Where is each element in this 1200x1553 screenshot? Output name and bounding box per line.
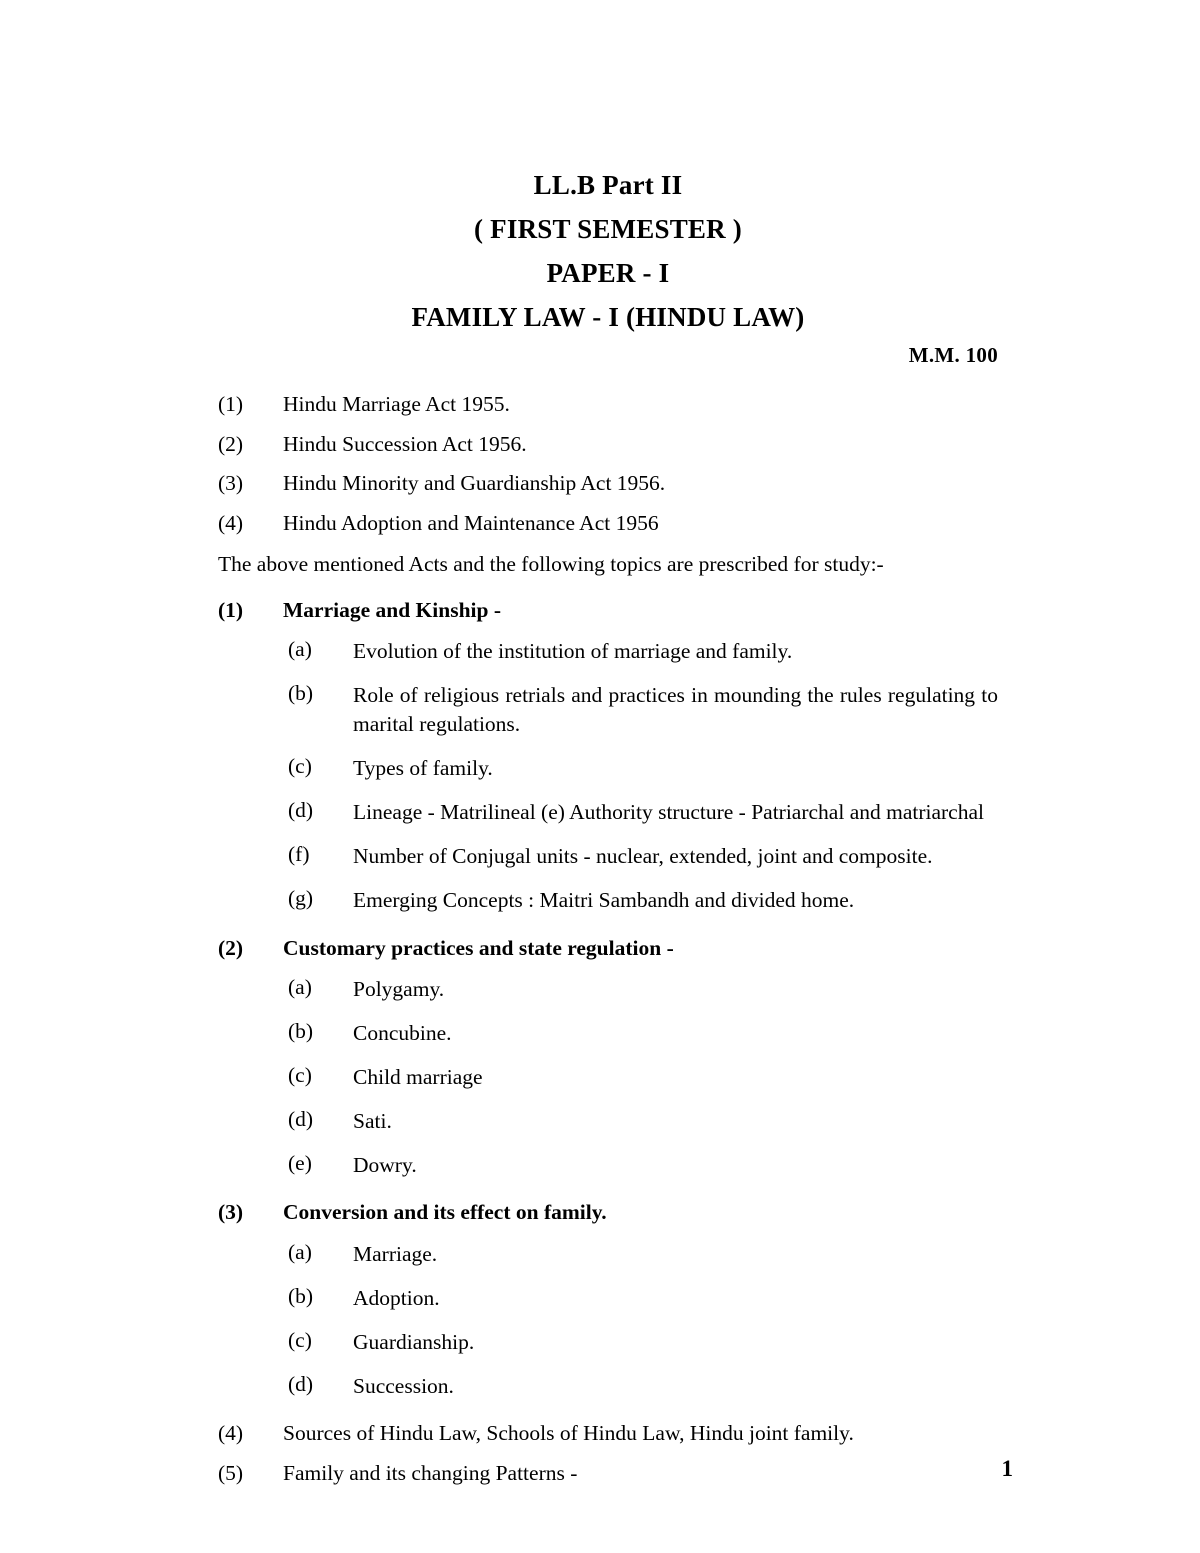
topic-heading — [218, 1200, 998, 1225]
topic-marker: (3) — [218, 1200, 244, 1225]
sub-item-marker: (d) — [288, 798, 314, 823]
list-text: Family and its changing Patterns - — [283, 1460, 578, 1485]
intro-paragraph: The above mentioned Acts and the following topics are prescribed for study:- — [218, 551, 884, 576]
sub-item — [288, 1328, 998, 1357]
sub-item-text: Adoption. — [353, 1285, 440, 1310]
sub-item — [288, 1372, 998, 1401]
sub-item-text: Emerging Concepts : Maitri Sambandh and divided home. — [353, 888, 855, 913]
topic-heading — [218, 936, 998, 961]
sub-item — [288, 1063, 998, 1092]
list-marker: (1) — [218, 392, 244, 416]
sub-item-marker: (c) — [288, 1063, 312, 1088]
sub-item-text: Lineage - Matrilineal (e) Authority structure - Patriarchal and matriarchal — [353, 800, 984, 825]
topic-heading-text: Customary practices and state regulation - — [283, 935, 674, 960]
sub-item-marker: (b) — [288, 1283, 314, 1308]
sub-item-text: Evolution of the institution of marriage and family. — [353, 639, 793, 663]
sub-item — [288, 886, 998, 915]
sub-item-marker: (a) — [288, 637, 312, 661]
list-item — [218, 511, 998, 536]
sub-item — [288, 1107, 998, 1136]
sub-item — [288, 754, 998, 783]
sub-item — [288, 1019, 998, 1048]
topic-marker: (2) — [218, 935, 244, 960]
sub-item-marker: (b) — [288, 680, 314, 705]
list-item — [218, 471, 998, 496]
sub-item-text: Guardianship. — [353, 1329, 475, 1354]
sub-item-marker: (d) — [288, 1371, 314, 1396]
sub-item-text: Succession. — [353, 1373, 454, 1398]
list-item — [218, 432, 998, 457]
document-header — [218, 172, 998, 331]
sub-item — [288, 975, 998, 1004]
list-text: Hindu Marriage Act 1955. — [283, 392, 510, 416]
sub-item-marker: (c) — [288, 1327, 312, 1352]
sub-item-marker: (g) — [288, 886, 314, 911]
sub-item — [288, 1240, 998, 1269]
list-text: Hindu Adoption and Maintenance Act 1956 — [283, 510, 659, 535]
topic-section-3 — [218, 1200, 998, 1401]
sub-item-text: Dowry. — [353, 1152, 417, 1177]
sub-item — [288, 637, 998, 666]
sub-item — [288, 681, 998, 740]
topic-heading — [218, 598, 998, 623]
sub-item-text: Role of religious retrials and practices in mounding the rules regulating to marital regulations. — [353, 682, 998, 737]
topic-marker: (1) — [218, 597, 244, 622]
sub-item-marker: (d) — [288, 1107, 314, 1132]
list-text: Hindu Minority and Guardianship Act 1956. — [283, 471, 666, 495]
acts-list — [218, 392, 998, 536]
sub-item-marker: (b) — [288, 1019, 314, 1044]
topic-section-2 — [218, 936, 998, 1181]
document-body — [218, 392, 998, 1500]
sub-item-marker: (c) — [288, 754, 312, 779]
list-marker: (3) — [218, 471, 244, 495]
page-number: 1 — [1001, 1456, 1013, 1481]
topic-heading-text: Marriage and Kinship - — [283, 597, 502, 622]
page-title-semester: ( FIRST SEMESTER ) — [474, 214, 742, 244]
sub-item-text: Polygamy. — [353, 977, 445, 1002]
page-title-course: LL.B Part II — [533, 170, 683, 200]
list-marker: (2) — [218, 431, 244, 456]
sub-item-text: Number of Conjugal units - nuclear, extended, joint and composite. — [353, 844, 933, 869]
list-item — [218, 392, 998, 417]
sub-item — [288, 1151, 998, 1180]
list-text: Sources of Hindu Law, Schools of Hindu Law, Hindu joint family. — [283, 1421, 854, 1446]
list-item — [218, 1421, 998, 1446]
topic-section-1 — [218, 598, 998, 916]
sub-item-marker: (a) — [288, 1239, 312, 1264]
sub-item-marker: (e) — [288, 1150, 312, 1175]
list-text: Hindu Succession Act 1956. — [283, 431, 527, 456]
sub-item — [288, 798, 998, 827]
list-marker: (5) — [218, 1460, 244, 1485]
sub-item-marker: (f) — [288, 842, 310, 867]
page-title-subject: FAMILY LAW - I (HINDU LAW) — [411, 302, 805, 332]
topic-heading-text: Conversion and its effect on family. — [283, 1200, 607, 1225]
list-marker: (4) — [218, 510, 244, 535]
sub-item-text: Sati. — [353, 1109, 392, 1134]
sub-item — [288, 1284, 998, 1313]
sub-item-text: Marriage. — [353, 1241, 438, 1266]
max-marks: M.M. 100 — [908, 343, 998, 367]
sub-item-text: Types of family. — [353, 756, 493, 781]
sub-item-text: Child marriage — [353, 1065, 483, 1090]
list-marker: (4) — [218, 1421, 244, 1446]
sub-item — [288, 842, 998, 871]
page-title-paper: PAPER - I — [546, 258, 670, 288]
sub-item-marker: (a) — [288, 975, 312, 1000]
sub-item-text: Concubine. — [353, 1021, 452, 1046]
